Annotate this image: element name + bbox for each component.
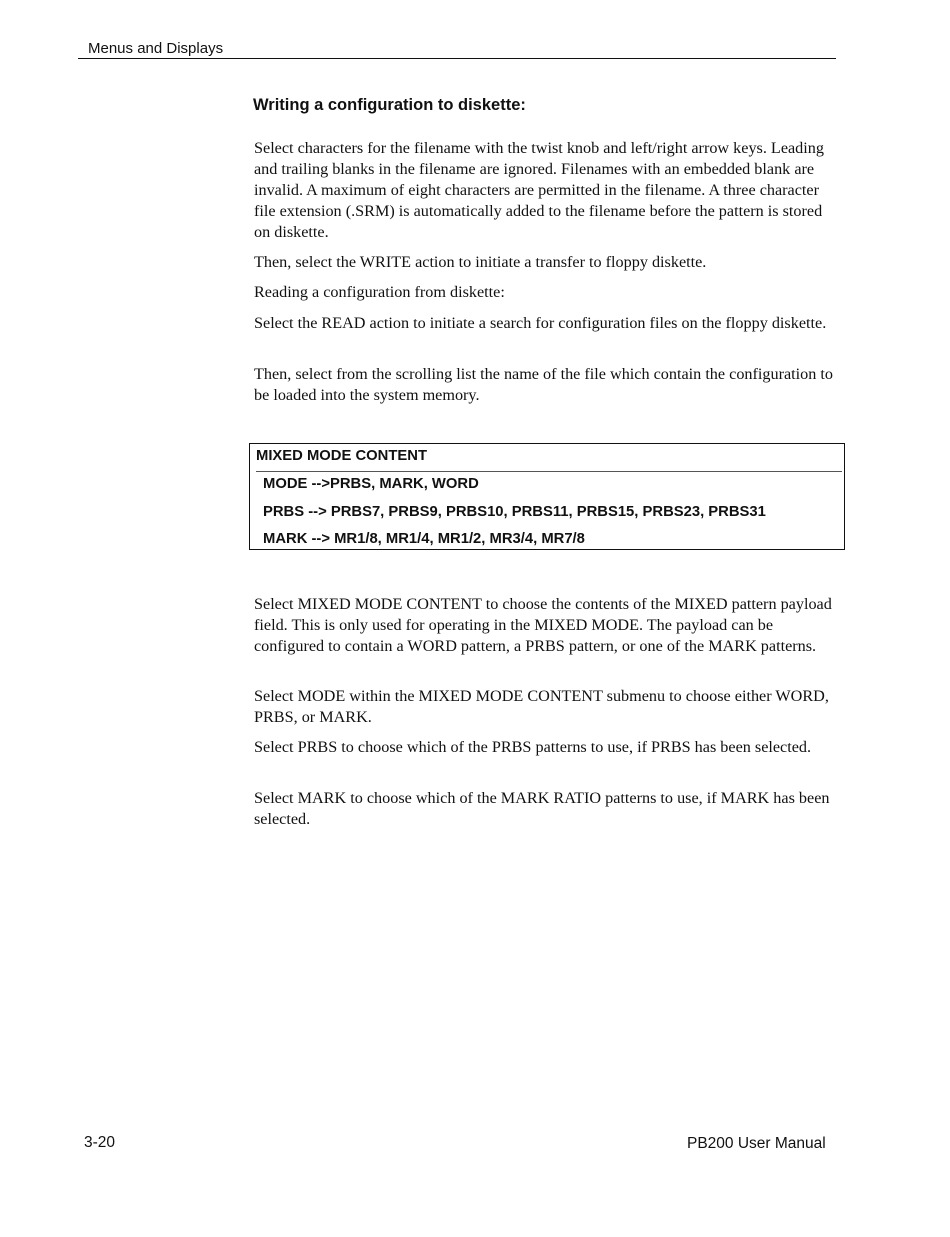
- paragraph-read-action: Select the READ action to initiate a search for configuration files on the floppy diskette.: [254, 314, 827, 332]
- page-number: 3-20: [84, 1134, 116, 1151]
- menu-box-mode-line: MODE -->PRBS, MARK, WORD: [263, 476, 479, 492]
- mixed-mode-menu-box: [249, 443, 845, 550]
- paragraph-reading-heading: Reading a configuration from diskette:: [254, 283, 505, 301]
- manual-title: PB200 User Manual: [687, 1135, 826, 1152]
- section-heading: Writing a configuration to diskette:: [253, 96, 526, 114]
- paragraph-filename-rules: Select characters for the filename with the twist knob and left/right arrow keys. Leading and trailing blanks in the filename are ignored. Filenames with an embedded blank are invalid. A maximum of eight characters are permitted in the filename. A three character file extension (.SRM) is automatically added to the filename before the pattern is stored on diskette.: [254, 139, 824, 241]
- paragraph-scrolling-list: Then, select from the scrolling list the name of the file which contain the configuration to be loaded into the system memory.: [254, 365, 833, 404]
- paragraph-prbs-select: Select PRBS to choose which of the PRBS patterns to use, if PRBS has been selected.: [254, 738, 812, 756]
- menu-box-divider: [256, 471, 842, 472]
- menu-box-prbs-line: PRBS --> PRBS7, PRBS9, PRBS10, PRBS11, PRBS15, PRBS23, PRBS31: [263, 504, 766, 520]
- paragraph-mark-select: Select MARK to choose which of the MARK RATIO patterns to use, if MARK has been selected.: [254, 789, 830, 828]
- paragraph-mixed-mode-content: Select MIXED MODE CONTENT to choose the contents of the MIXED pattern payload field. This is only used for operating in the MIXED MODE. The payload can be configured to contain a WORD pattern, a PRBS pattern, or one of the MARK patterns.: [254, 595, 832, 655]
- header-title: Menus and Displays: [88, 40, 224, 57]
- paragraph-write-action: Then, select the WRITE action to initiate a transfer to floppy diskette.: [254, 253, 707, 271]
- menu-box-title: MIXED MODE CONTENT: [256, 448, 427, 464]
- paragraph-mode-select: Select MODE within the MIXED MODE CONTENT submenu to choose either WORD, PRBS, or MARK.: [254, 687, 829, 726]
- running-header: [78, 38, 836, 59]
- menu-box-mark-line: MARK --> MR1/8, MR1/4, MR1/2, MR3/4, MR7/8: [263, 531, 585, 547]
